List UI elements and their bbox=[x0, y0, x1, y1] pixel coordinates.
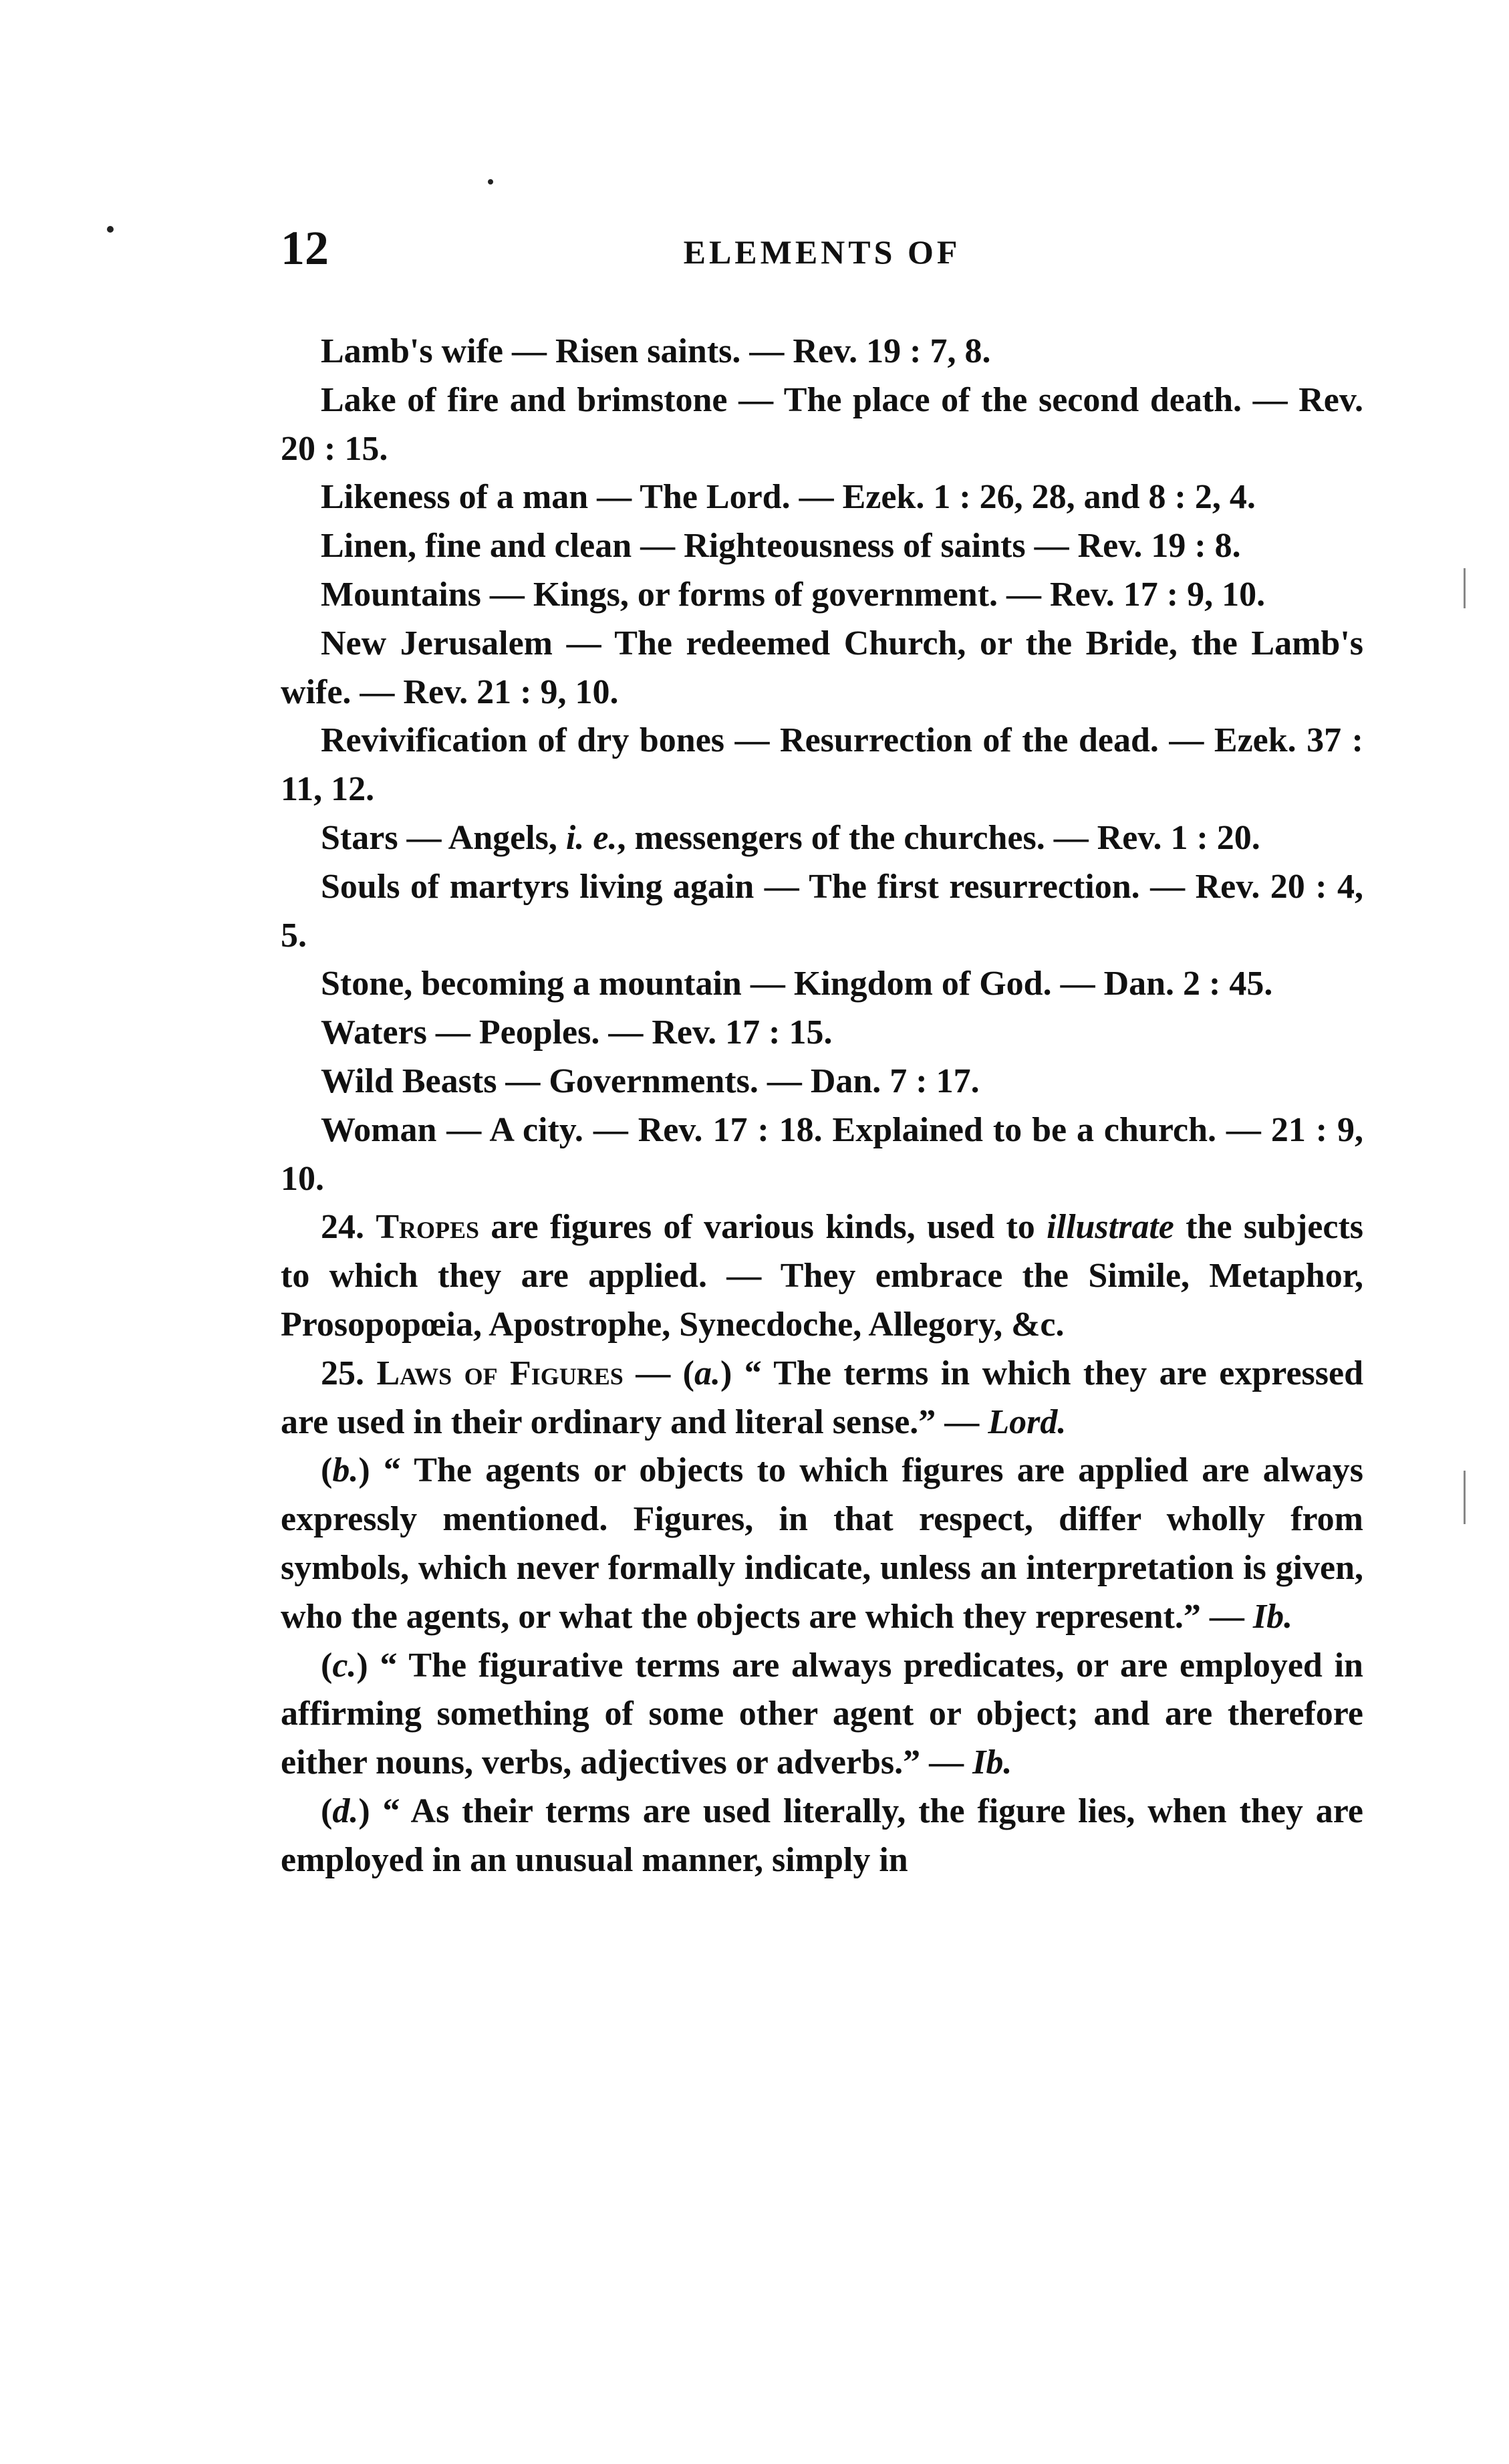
margin-speck bbox=[488, 179, 493, 184]
running-head: ELEMENTS OF bbox=[683, 233, 961, 271]
page-header bbox=[281, 221, 1363, 294]
body-text bbox=[281, 328, 1363, 1885]
glossary-entry: Souls of martyrs living again — The first resurrection. — Rev. 20 : 4, 5. bbox=[281, 867, 1363, 955]
section-heading: Laws of Figures bbox=[376, 1354, 624, 1392]
section-laws-of-figures bbox=[281, 1350, 1363, 1447]
margin-speck bbox=[107, 226, 114, 233]
paragraph-text: “ The agents or objects to which figures are applied are always expressly mentioned. Figures, in that respect, differ wholly from symbols, which never formally indicate, unless an interpretation is given, who the agents, or what the objects are which they represent.” — bbox=[281, 1451, 1363, 1636]
glossary-entry: Wild Beasts — Governments. — Dan. 7 : 17. bbox=[321, 1062, 980, 1100]
paragraph-c: (c.) “ The figurative terms are always predicates, or are employed in affirming something of some other agent or object; and are therefore either nouns, verbs, adjectives or adverbs.” — Ib. bbox=[281, 1646, 1363, 1782]
glossary-entry: Woman — A city. — Rev. 17 : 18. Explained to be a church. — 21 : 9, 10. bbox=[281, 1110, 1363, 1198]
paragraph-label: d. bbox=[332, 1792, 359, 1830]
page-number: 12 bbox=[281, 221, 329, 275]
glossary-entry bbox=[281, 814, 1363, 863]
section-text: the subjects to which they are applied. — They embrace the Simile, Metaphor, Prosopopœia, Apostrophe, Synecdoche, Allegory, &c. bbox=[281, 1208, 1364, 1344]
section-text: — ( bbox=[623, 1354, 694, 1392]
section-number: 24. bbox=[321, 1208, 364, 1247]
paragraph-label: b. bbox=[332, 1451, 359, 1490]
glossary-entry: Likeness of a man — The Lord. — Ezek. 1 : 26, 28, and 8 : 2, 4. bbox=[321, 478, 1256, 517]
margin-mark bbox=[1464, 1471, 1466, 1524]
entry-text: , messengers of the churches. — Rev. 1 : 20. bbox=[617, 818, 1260, 857]
glossary-entry: Stone, becoming a mountain — Kingdom of God. — Dan. 2 : 45. bbox=[321, 965, 1273, 1003]
section-text: ) “ The terms in which they are expressed are used in their ordinary and literal sense.” — bbox=[281, 1354, 1364, 1441]
citation-italic: Ib. bbox=[972, 1743, 1012, 1782]
glossary-entry: Waters — Peoples. — Rev. 17 : 15. bbox=[321, 1013, 833, 1052]
section-number: 25. bbox=[321, 1354, 364, 1392]
section-tropes bbox=[281, 1203, 1363, 1349]
glossary-entry: Linen, fine and clean — Righteousness of saints — Rev. 19 : 8. bbox=[321, 527, 1241, 566]
entry-text: Stars — Angels, bbox=[321, 818, 566, 857]
glossary-entry: New Jerusalem — The redeemed Church, or the Bride, the Lamb's wife. — Rev. 21 : 9, 10. bbox=[281, 624, 1363, 711]
section-italic: a. bbox=[694, 1354, 720, 1392]
glossary-entry: Lamb's wife — Risen saints. — Rev. 19 : 7, 8. bbox=[321, 332, 991, 370]
glossary-entry: Lake of fire and brimstone — The place of the second death. — Rev. 20 : 15. bbox=[281, 380, 1363, 468]
paragraph-text: “ The figurative terms are always predicates, or are employed in affirming something of some other agent or object; and are therefore either nouns, verbs, adjectives or adverbs.” — bbox=[281, 1646, 1363, 1782]
paragraph-d: (d.) “ As their terms are used literally, the figure lies, when they are employed in an unusual manner, simply in bbox=[281, 1792, 1363, 1879]
citation-italic: Lord. bbox=[988, 1402, 1067, 1441]
section-text: are figures of various kinds, used to bbox=[479, 1208, 1047, 1247]
paragraph-b: (b.) “ The agents or objects to which figures are applied are always expressly mentioned. Figures, in that respect, differ wholly from symbols, which never formally indicate, unless an interpretation is given, who the agents, or what the objects are which they represent.” — Ib. bbox=[281, 1451, 1363, 1636]
section-italic: illustrate bbox=[1047, 1208, 1174, 1247]
citation-italic: Ib. bbox=[1252, 1597, 1293, 1636]
section-heading: Tropes bbox=[376, 1208, 480, 1247]
glossary-entry: Revivification of dry bones — Resurrection of the dead. — Ezek. 37 : 11, 12. bbox=[281, 721, 1363, 809]
entry-italic: i. e. bbox=[565, 818, 618, 857]
paragraph-label: c. bbox=[332, 1646, 357, 1685]
paragraph-text: “ As their terms are used literally, the figure lies, when they are employed in an unusual manner, simply in bbox=[281, 1792, 1363, 1879]
margin-mark bbox=[1464, 568, 1466, 608]
glossary-entry: Mountains — Kings, or forms of government. — Rev. 17 : 9, 10. bbox=[321, 575, 1266, 614]
